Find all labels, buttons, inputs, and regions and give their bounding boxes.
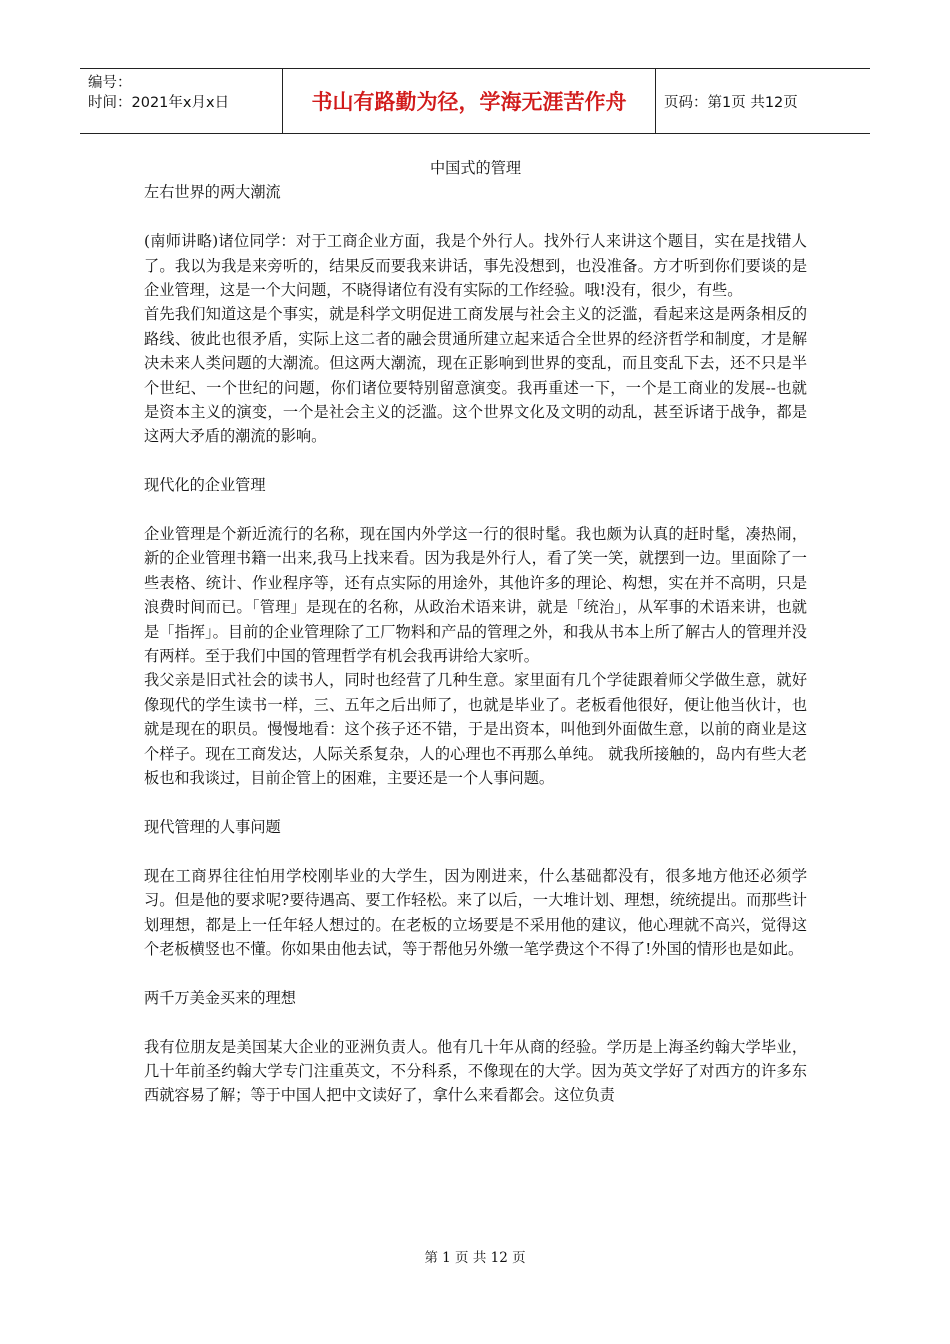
paragraph: 现在工商界往往怕用学校刚毕业的大学生，因为刚进来，什么基础都没有，很多地方他还必须学习。但是他的要求呢?要待遇高、要工作轻松。来了以后，一大堆计划、理想，统统提出。而那些计划理想，都是上一任年轻人想过的。在老板的立场要是不采用他的建议，他心理就不高兴，觉得这个老板横竖也不懂。你如果由他去试，等于帮他另外缴一笔学费这个不得了!外国的情形也是如此。 bbox=[144, 866, 807, 958]
section-heading: 现代管理的人事问题 bbox=[144, 817, 281, 836]
paragraph: 我有位朋友是美国某大企业的亚洲负责人。他有几十年从商的经验。学历是上海圣约翰大学毕业，几十年前圣约翰大学专门注重英文，不分科系，不像现在的大学。因为英文学好了对西方的许多东西就容易了解；等于中国人把中文读好了，拿什么来看都会。这位负责 bbox=[144, 1037, 807, 1105]
header-meta bbox=[80, 69, 282, 133]
paragraph: 首先我们知道这是个事实，就是科学文明促进工商发展与社会主义的泛滥，看起来这是两条相反的路线、彼此也很矛盾，实际上这二者的融会贯通所建立起来适合全世界的经济哲学和制度，才是解决未来人类问题的大潮流。但这两大潮流，现在正影响到世界的变乱，而且变乱下去，还不只是半个世纪、一个世纪的问题，你们诸位要特别留意演变。我再重述一下，一个是工商业的发展--也就是资本主义的演变，一个是社会主义的泛滥。这个世界文化及文明的动乱，甚至诉诸于战争，都是这两大矛盾的潮流的影响。 bbox=[144, 305, 807, 446]
document-header bbox=[80, 68, 870, 134]
section-heading: 两千万美金买来的理想 bbox=[144, 988, 296, 1007]
page-footer: 第 1 页 共 12 页 bbox=[424, 1250, 526, 1266]
spacer bbox=[144, 839, 807, 863]
paragraph: 企业管理是个新近流行的名称，现在国内外学这一行的很时髦。我也颇为认真的赶时髦，凑热闹，新的企业管理书籍一出来,我马上找来看。因为我是外行人，看了笑一笑，就摆到一边。里面除了一些表格、统计、作业程序等，还有点实际的用途外，其他许多的理论、构想，实在并不高明，只是浪费时间而已。「管理」是现在的名称，从政治术语来讲，就是「统治」，从军事的术语来讲，也就是「指挥」。目前的企业管理除了工厂物料和产品的管理之外，和我从书本上所了解古人的管理并没有两样。至于我们中国的管理哲学有机会我再讲给大家听。 bbox=[144, 525, 807, 666]
number-label: 编号： bbox=[88, 75, 132, 91]
spacer bbox=[144, 449, 807, 473]
header-motto: 书山有路勤为径，学海无涯苦作舟 bbox=[282, 69, 656, 133]
time-label: 时间：2021年x月x日 bbox=[88, 95, 230, 111]
header-page-info: 页码：第1页 共12页 bbox=[664, 94, 798, 111]
section-heading: 现代化的企业管理 bbox=[144, 476, 266, 495]
section-heading: 左右世界的两大潮流 bbox=[144, 183, 281, 202]
paragraph: (南师讲略)诸位同学：对于工商企业方面，我是个外行人。找外行人来讲这个题目，实在是找错人了。我以为我是来旁听的，结果反而要我来讲话，事先没想到，也没准备。方才听到你们要谈的是企业管理，这是一个大问题，不晓得诸位有没有实际的工作经验。哦!没有，很少，有些。 bbox=[144, 232, 807, 300]
spacer bbox=[144, 205, 807, 229]
spacer bbox=[144, 791, 807, 815]
document-title: 中国式的管理 bbox=[429, 159, 522, 177]
paragraph: 我父亲是旧式社会的读书人，同时也经营了几种生意。家里面有几个学徒跟着师父学做生意，就好像现代的学生读书一样，三、五年之后出师了，也就是毕业了。老板看他很好，便让他当伙计，也就是现在的职员。慢慢地看：这个孩子还不错，于是出资本，叫他到外面做生意，以前的商业是这个样子。现在工商发达，人际关系复杂，人的心理也不再那么单纯。 就我所接触的，岛内有些大老板也和我谈过，目前企管上的困难，主要还是一个人事问题。 bbox=[144, 671, 807, 788]
spacer bbox=[144, 498, 807, 522]
document-body bbox=[144, 156, 807, 1108]
spacer bbox=[144, 961, 807, 985]
spacer bbox=[144, 1010, 807, 1034]
